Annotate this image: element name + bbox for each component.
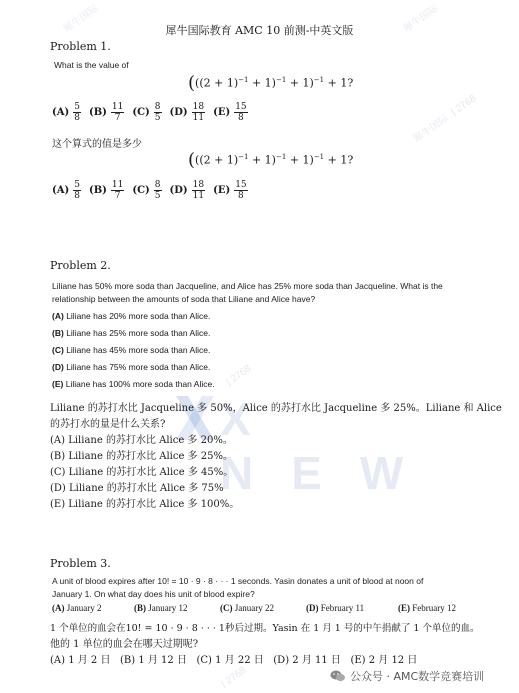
footer-account (330, 668, 484, 684)
problem-2-option-a[interactable]: (A) Liliane has 20% more soda than Alice. (52, 311, 211, 321)
problem-1-choices-zh (52, 180, 256, 201)
problem-2-option-b[interactable]: (B) Liliane has 25% more soda than Alice. (52, 328, 211, 338)
problem-2-option-c[interactable]: (C) Liliane has 45% more soda than Alice. (52, 345, 211, 355)
problem-2-question-zh-line1: Liliane 的苏打水比 Jacqueline 多 50%，Alice 的苏打水比 Jacqueline 多 25%。Liliane 和 Alice (50, 403, 502, 414)
wechat-icon (330, 669, 346, 683)
watermark-text: 犀牛国际 (401, 3, 441, 36)
problem-2-question-en-line1: Liliane has 50% more soda than Jacqueline, and Alice has 25% more soda than Jacqueline. What is the (52, 281, 443, 291)
footer-text: 公众号 · AMC数学竞赛培训 (350, 670, 485, 683)
problem-3-question-en-line1: A unit of blood expires after 10! = 10 · 9 · 8 · · · 1 seconds. Yasin donates a unit of blood at noon of (52, 576, 424, 586)
problem-2-option-zh-d[interactable]: (D) Liliane 的苏打水比 Alice 多 75% (50, 483, 224, 494)
choice-d[interactable]: (D) $\frac{18}{11}$ (169, 180, 205, 201)
problem-3-question-zh-line2: 他的 1 单位的血会在哪天过期呢? (50, 639, 199, 650)
choice-a[interactable]: (A) $\frac{5}{8}$ (52, 102, 80, 123)
watermark-text: | 2768 (219, 665, 249, 690)
problem-2-option-zh-a[interactable]: (A) Liliane 的苏打水比 Alice 多 20%。 (50, 435, 233, 446)
problem-2-option-e[interactable]: (E) Liliane has 100% more soda than Alice. (52, 379, 215, 389)
problem-2-option-zh-b[interactable]: (B) Liliane 的苏打水比 Alice 多 25%。 (50, 451, 233, 462)
problem-1-expression: $(((2 + 1)^{-1} + 1)^{-1} + 1)^{-1} + 1$? (188, 72, 354, 94)
problem-1-question-zh: 这个算式的值是多少 (52, 139, 142, 150)
problem-3-choices-zh: (A) 1 月 2 日 (B) 1 月 12 日 (C) 1 月 22 日 (D) 2 月 11 日 (E) 2 月 12 日 (50, 655, 418, 666)
problem-2-question-en-line2: relationship between the amounts of soda that Liliane and Alice have? (52, 294, 316, 304)
choice-a[interactable]: (A) $\frac{5}{8}$ (52, 180, 80, 201)
problem-1-expression-zh: $(((2 + 1)^{-1} + 1)^{-1} + 1)^{-1} + 1$? (188, 149, 354, 171)
problem-3-question-en-line2: January 1. On what day does his unit of blood expire? (52, 589, 255, 599)
problem-1-heading: Problem 1. (50, 40, 111, 53)
choice-c[interactable]: (C) $\frac{8}{5}$ (132, 102, 161, 123)
problem-2-option-d[interactable]: (D) Liliane has 75% more soda than Alice. (52, 362, 211, 372)
page-title: 犀牛国际教育 AMC 10 前测-中英文版 (165, 24, 354, 37)
choice-d[interactable]: (D) $\frac{18}{11}$ (169, 102, 205, 123)
problem-3-heading: Problem 3. (50, 557, 111, 570)
problem-3-question-zh-line1: 1 个单位的血会在10! = 10 · 9 · 8 · · · 1秒后过期。Yasin 在 1 月 1 号的中午捐献了 1 个单位的血。 (50, 623, 480, 634)
problem-3-choice-a[interactable]: (A) January 2 (52, 603, 102, 613)
problem-1-choices-en (52, 102, 256, 123)
choice-b[interactable]: (B) $\frac{11}{7}$ (88, 102, 124, 123)
choice-e[interactable]: (E) $\frac{15}{8}$ (213, 180, 247, 201)
problem-1-question-en: What is the value of (54, 60, 129, 70)
watermark-text: | 2768 (224, 363, 254, 388)
problem-2-question-zh-line2: 的苏打水的量是什么关系? (50, 419, 166, 430)
watermark-text: 犀牛国际 (411, 113, 451, 146)
problem-3-choice-c[interactable]: (C) January 22 (220, 603, 274, 613)
choice-e[interactable]: (E) $\frac{15}{8}$ (213, 102, 247, 123)
problem-3-choice-d[interactable]: (D) February 11 (306, 603, 365, 613)
problem-2-option-zh-c[interactable]: (C) Liliane 的苏打水比 Alice 多 45%。 (50, 467, 234, 478)
choice-b[interactable]: (B) $\frac{11}{7}$ (88, 180, 124, 201)
watermark-text: 犀牛国际 (61, 3, 101, 36)
problem-3-choice-b[interactable]: (B) January 12 (134, 603, 188, 613)
watermark-text: | 2768 (449, 93, 479, 118)
problem-2-heading: Problem 2. (50, 259, 111, 272)
choice-c[interactable]: (C) $\frac{8}{5}$ (132, 180, 161, 201)
watermark-logo-text: X NEW (220, 393, 442, 499)
problem-2-option-zh-e[interactable]: (E) Liliane 的苏打水比 Alice 多 100%。 (50, 499, 240, 510)
problem-3-choice-e[interactable]: (E) February 12 (398, 603, 456, 613)
